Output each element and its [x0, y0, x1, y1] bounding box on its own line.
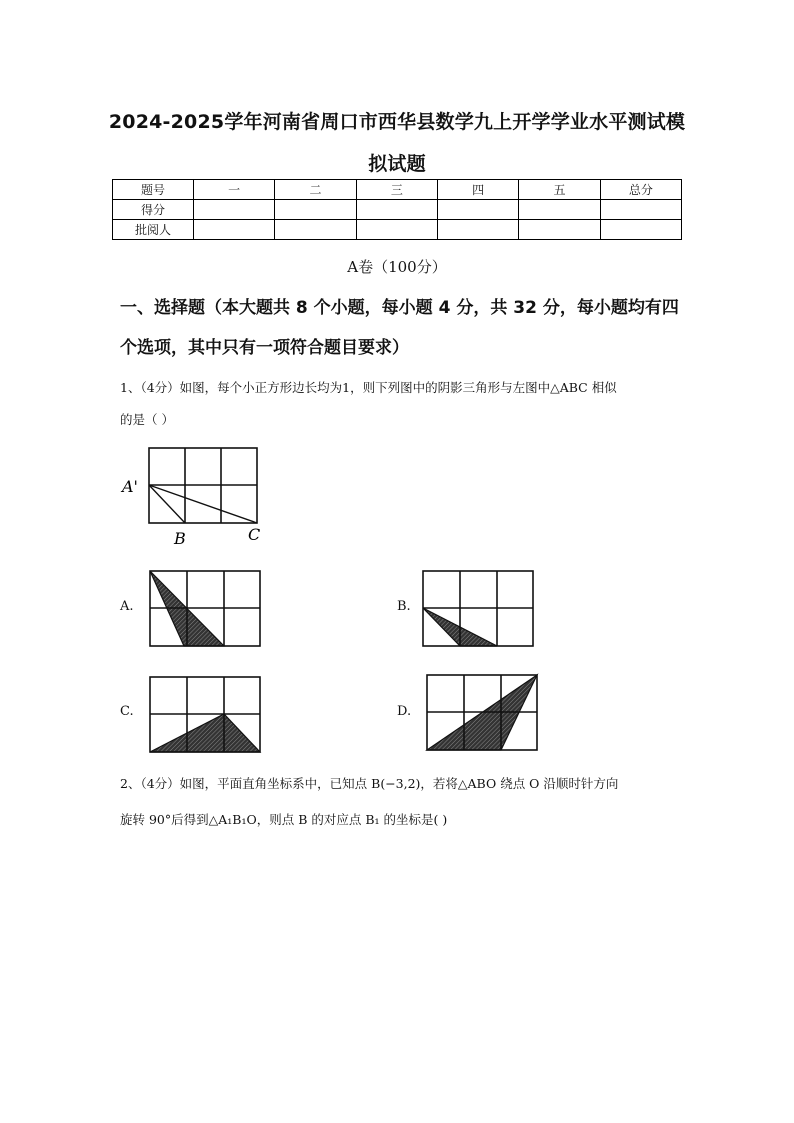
table-cell[interactable] [356, 220, 437, 240]
table-row-label: 得分 [113, 200, 194, 220]
table-row-label: 批阅人 [113, 220, 194, 240]
option-d-figure[interactable] [425, 673, 539, 753]
table-row [113, 200, 682, 220]
option-a-figure[interactable] [148, 569, 262, 649]
triangle-abc [149, 485, 257, 523]
table-cell[interactable] [275, 200, 356, 220]
table-cell[interactable] [437, 220, 518, 240]
page-title-line2: 拟试题 [368, 153, 426, 175]
table-header-cell: 一 [194, 180, 275, 200]
table-cell[interactable] [519, 220, 600, 240]
section-heading: 一、选择题（本大题共 8 个小题，每小题 4 分，共 32 分，每小题均有四个选项，其中只有一项符合题目要求） [120, 298, 679, 358]
question-text-line: 1、（4分）如图，每个小正方形边长均为1，则下列图中的阴影三角形与左图中△ABC 相似 [120, 380, 617, 395]
option-d-label[interactable]: D. [397, 704, 412, 719]
table-cell[interactable] [194, 200, 275, 220]
table-cell[interactable] [194, 220, 275, 240]
table-header-cell: 题号 [113, 180, 194, 200]
grid [149, 448, 257, 523]
option-b-label[interactable]: B. [397, 599, 411, 614]
table-header-cell: 五 [519, 180, 600, 200]
label-a: A' [122, 477, 138, 496]
option-a-label[interactable]: A. [120, 599, 134, 614]
label-c: C [248, 525, 261, 544]
table-row [113, 180, 682, 200]
question-text-line: 2、（4分）如图，平面直角坐标系中，已知点 B(−3,2)，若将△ABO 绕点 O 沿顺时针方向 [120, 776, 619, 791]
table-cell[interactable] [437, 200, 518, 220]
question-text-line: 旋转 90°后得到△A₁B₁O，则点 B 的对应点 B₁ 的坐标是( ) [120, 812, 448, 827]
option-b-figure[interactable] [421, 569, 535, 649]
table-cell[interactable] [519, 200, 600, 220]
question-text-line: 的是（ ） [120, 412, 174, 427]
option-c-figure[interactable] [148, 675, 262, 755]
question-1 [120, 372, 680, 436]
table-cell[interactable] [275, 220, 356, 240]
reference-figure [120, 440, 280, 550]
label-b: B [174, 529, 186, 548]
score-table [112, 179, 682, 240]
table-header-cell: 三 [356, 180, 437, 200]
table-cell[interactable] [600, 220, 681, 240]
table-cell[interactable] [600, 200, 681, 220]
question-2 [120, 768, 680, 836]
page-title-line1: 2024-2025学年河南省周口市西华县数学九上开学学业水平测试模 [108, 111, 686, 133]
volume-heading: A卷（100分） [347, 258, 447, 276]
table-header-cell: 四 [437, 180, 518, 200]
table-header-cell: 二 [275, 180, 356, 200]
table-cell[interactable] [356, 200, 437, 220]
option-c-label[interactable]: C. [120, 704, 134, 719]
table-row [113, 220, 682, 240]
table-header-cell: 总分 [600, 180, 681, 200]
